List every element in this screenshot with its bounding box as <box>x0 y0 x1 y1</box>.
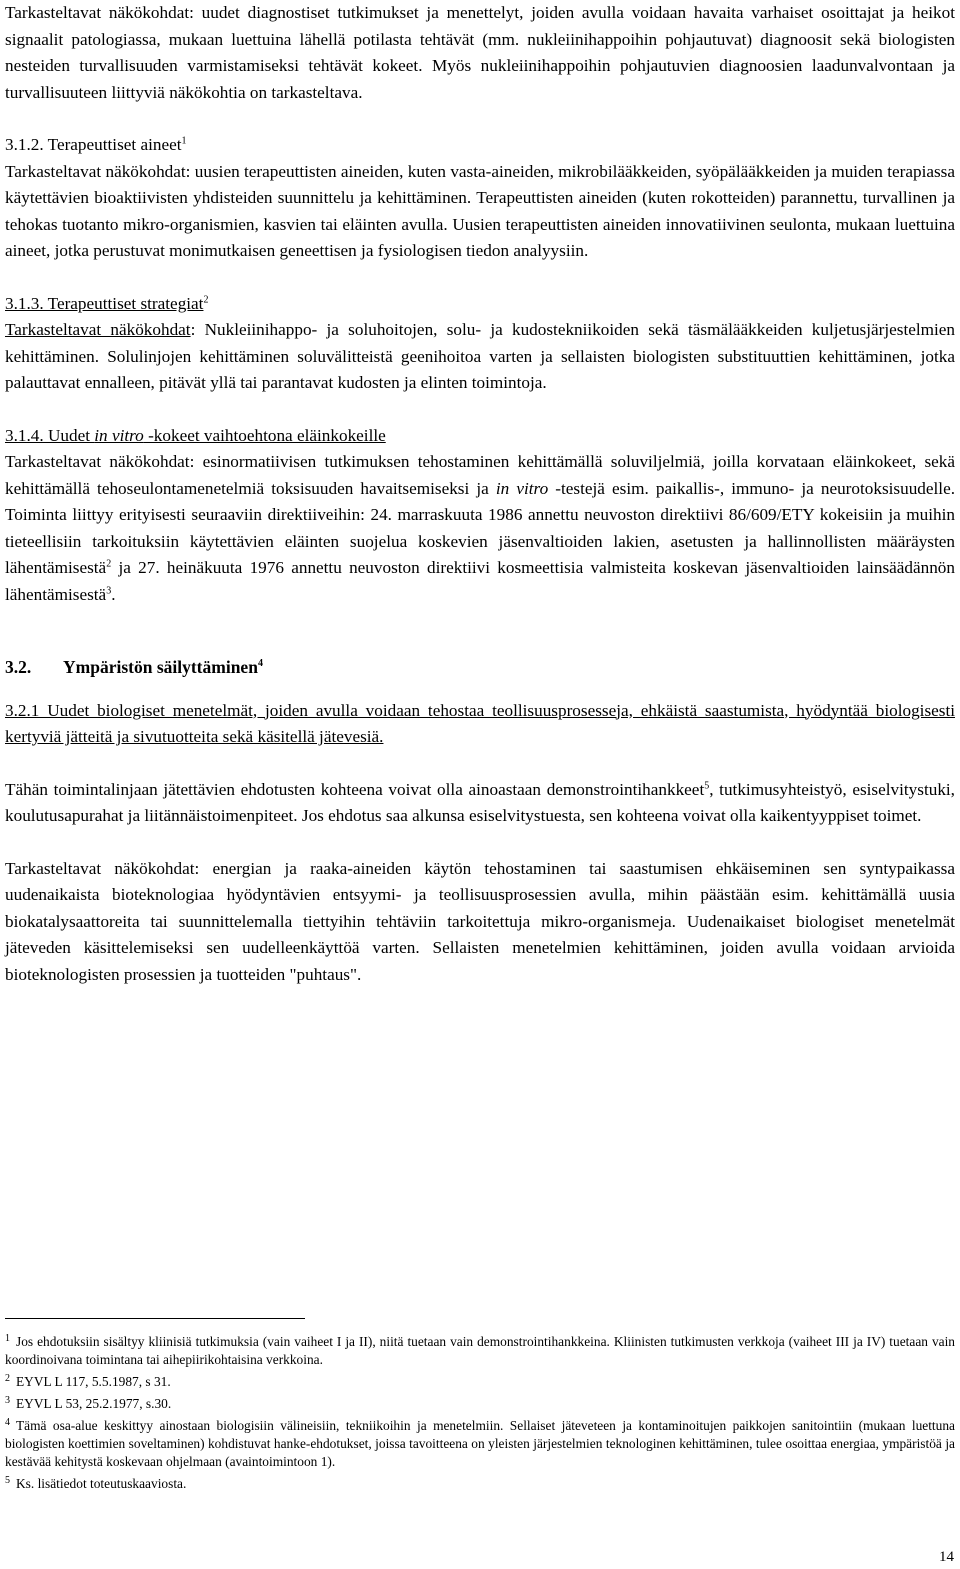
footnote-3-number: 3 <box>5 1394 10 1406</box>
demonstration-text-a: Tähän toimintalinjaan jätettävien ehdotusten kohteena voivat olla ainoastaan demonstrointihankkeet <box>5 779 705 799</box>
footnote-ref-3[interactable]: 3 <box>106 584 112 596</box>
intro-text: Tarkasteltavat näkökohdat: uudet diagnostiset tutkimukset ja menettelyt, joiden avulla voidaan havaita varhaiset osoittajat ja heikot signaalit patologiassa, mukaan luettuina lähellä potilasta tehtävät (mm. nukleiinihappoihin pohjautuvat) diagnoosit sekä biologisten nesteiden turvallisuuden varmistamiseksi tehtävät kokeet. Myös nukleiinihappoihin pohjautuvien diagnoosien laadunvalvontaan ja turvallisuuteen liittyviä näkökohtia on tarkasteltava. <box>5 3 955 102</box>
section-3-1-2-title: 3.1.2. Terapeuttiset aineet <box>5 135 182 154</box>
footnote-2 <box>5 1373 955 1391</box>
footnote-5-number: 5 <box>5 1474 10 1486</box>
footnote-3 <box>5 1395 955 1413</box>
page-number: 14 <box>939 1549 954 1565</box>
footnote-4-text: Tämä osa-alue keskittyy ainostaan biologisiin välineisiin, tekniikoihin ja menetelmiin. Sellaiset jäteveteen ja kontaminoitujen paikkojen sanitointiin (mukaan luettuna biologisten koettimien soveltaminen) kohdistuvat hanke-ehdotukset, joissa tavoitteena on yleisten järjestelmien teknologinen kehittäminen, tulee osoittaa energiaa, ympäristöä ja kestävää kehitystä koskevaan ohjelmaan (avaintoimintoon 1). <box>5 1418 955 1469</box>
footnote-1-number: 1 <box>5 1332 10 1344</box>
section-3-1-4-text-e: . <box>111 584 116 604</box>
footnote-3-text: EYVL L 53, 25.2.1977, s.30. <box>16 1396 172 1411</box>
footnote-2-number: 2 <box>5 1372 10 1384</box>
footnote-4 <box>5 1417 955 1471</box>
section-3-1-4-title-c: -kokeet vaihtoehtona eläinkokeille <box>143 425 386 445</box>
section-3-1-3-label: Tarkasteltavat näkökohdat <box>5 320 191 339</box>
energy-text: Tarkasteltavat näkökohdat: energian ja raaka-aineiden käytön tehostaminen tai saastumisen ehkäiseminen sen syntypaikassa uudenaikaista bioteknologiaa hyödyntävien entsyymi- ja teollisuusprosessien avulla, mihin päästään esim. kehittämällä uusia biokatalysaattoreita tai suunnittelemalla tiettyihin tehtäviin tarkoitettuja mikro-organismeja. Uudenaikaiset biologiset menetelmät jäteveden käsittelemiseksi sen uudelleenkäyttöä varten. Sellaisten menetelmien kehittäminen, joiden avulla voidaan arvioida bioteknologisten prosessien ja tuotteiden "puhtaus". <box>5 858 955 984</box>
section-3-1-4-text-a: Tarkasteltavat näkökohdat: esinormatiivisen tutkimuksen tehostaminen kehittämällä soluviljelmiä, joilla korvataan eläinkokeet, sekä kehittämällä tehoseulontamenetelmiä toksisuuden havaitsemiseksi ja <box>5 452 955 498</box>
section-3-2-1-heading <box>5 698 955 751</box>
section-3-1-4-text-c: -testejä esim. paikallis-, immuno- ja neurotoksisuudelle. Toiminta liittyy erityisesti seuraaviin direktiiveihin: 24. marraskuuta 1986 annettu neuvoston direktiivi 86/609/ETY kokeisiin ja muihin tieteellisiin tarkoituksiin käytettävien eläinten suojelua koskevien jäsenvaltioiden lakien, asetusten ja hallinnollisten määräysten lähentämisestä <box>5 478 955 577</box>
footnote-ref-2b[interactable]: 2 <box>106 558 112 570</box>
footnote-5-text: Ks. lisätiedot toteutuskaaviosta. <box>16 1476 187 1491</box>
section-3-1-4-text-italic: in vitro <box>495 478 549 498</box>
section-3-1-3-body <box>5 317 955 397</box>
footnote-5 <box>5 1475 955 1493</box>
section-3-2-1-title: 3.2.1 Uudet biologiset menetelmät, joiden avulla voidaan tehostaa teollisuusprosesseja, ehkäistä saastumista, hyödyntää biologisesti kertyviä jätteitä ja sivutuotteita sekä käsitellä jätevesiä. <box>5 700 955 746</box>
footnote-ref-2[interactable]: 2 <box>203 293 209 305</box>
section-3-1-4-heading <box>5 423 955 450</box>
document-page <box>5 0 955 1014</box>
footnote-4-number: 4 <box>5 1416 10 1428</box>
footnote-ref-5[interactable]: 5 <box>704 779 710 791</box>
energy-paragraph <box>5 856 955 989</box>
section-3-2-heading <box>5 654 955 681</box>
footnotes <box>5 1318 955 1497</box>
demonstration-text-b: , tutkimusyhteistyö, esiselvitystuki, koulutusapurahat ja liitännäistoimenpiteet. Jos ehdotus saa alkunsa esiselvitystuesta, sen kohteena voivat olla kaikentyyppiset toimet. <box>5 779 955 825</box>
section-3-2-number: 3.2. <box>5 657 32 677</box>
section-3-1-4-title <box>5 426 386 445</box>
section-3-1-2-heading <box>5 132 955 159</box>
section-3-1-2-body <box>5 159 955 265</box>
demonstration-paragraph <box>5 777 955 830</box>
intro-paragraph <box>5 0 955 106</box>
footnote-divider <box>5 1318 305 1319</box>
section-3-1-3-title: 3.1.3. Terapeuttiset strategiat <box>5 293 204 313</box>
section-3-1-4-text-d: ja 27. heinäkuuta 1976 annettu neuvoston direktiivi kosmeettisia valmisteita koskevan jäsenvaltioiden lainsäädännön lähentämisestä <box>5 558 955 604</box>
footnote-2-text: EYVL L 117, 5.5.1987, s 31. <box>16 1374 171 1389</box>
section-3-1-3-text: : Nukleiinihappo- ja soluhoitojen, solu- ja kudostekniikoiden sekä täsmälääkkeiden kuljetusjärjestelmien kehittäminen. Solulinjojen kehittäminen soluvälitteistä geenihoitoa varten ja sellaisten biologisten substituuttien kehittäminen, jotka palauttavat ennalleen, pitävät yllä tai parantavat kudosten ja elinten toimintoja. <box>5 320 955 392</box>
section-3-1-2-text: Tarkasteltavat näkökohdat: uusien terapeuttisten aineiden, kuten vasta-aineiden, mikrobilääkkeiden, syöpälääkkeiden ja muiden terapiassa käytettävien bioaktiivisten yhdisteiden suunnittelu ja kehittäminen. Terapeuttisten aineiden (kuten rokotteiden) parannettu, turvallinen ja tehokas tuotanto mikro-organismien, kasvien tai eläinten avulla. Uusien terapeuttisten aineiden innovatiivinen seulonta, mukaan luettuina aineet, jotka perustuvat monimutkaisen geneettisen ja fysiologisen tiedon analyysiin. <box>5 161 955 260</box>
footnote-ref-4[interactable]: 4 <box>257 658 263 670</box>
section-3-1-4-title-italic: in vitro <box>94 425 144 445</box>
footnote-1-text: Jos ehdotuksiin sisältyy kliinisiä tutkimuksia (vain vaiheet I ja II), niitä tuetaan vain demonstrointihankkeina. Kliinisten tutkimusten verkkoja (vaiheet III ja IV) tuetaan vain koordinoivana toimintana tai aihepiirikohtaisina verkkoina. <box>5 1334 955 1367</box>
section-3-1-3-heading <box>5 291 955 318</box>
footnote-ref-1[interactable]: 1 <box>181 135 187 147</box>
section-3-1-4-body <box>5 449 955 608</box>
section-3-1-4-title-a: 3.1.4. Uudet <box>5 425 95 445</box>
footnote-1 <box>5 1333 955 1369</box>
section-3-2-title: Ympäristön säilyttäminen <box>63 657 258 677</box>
